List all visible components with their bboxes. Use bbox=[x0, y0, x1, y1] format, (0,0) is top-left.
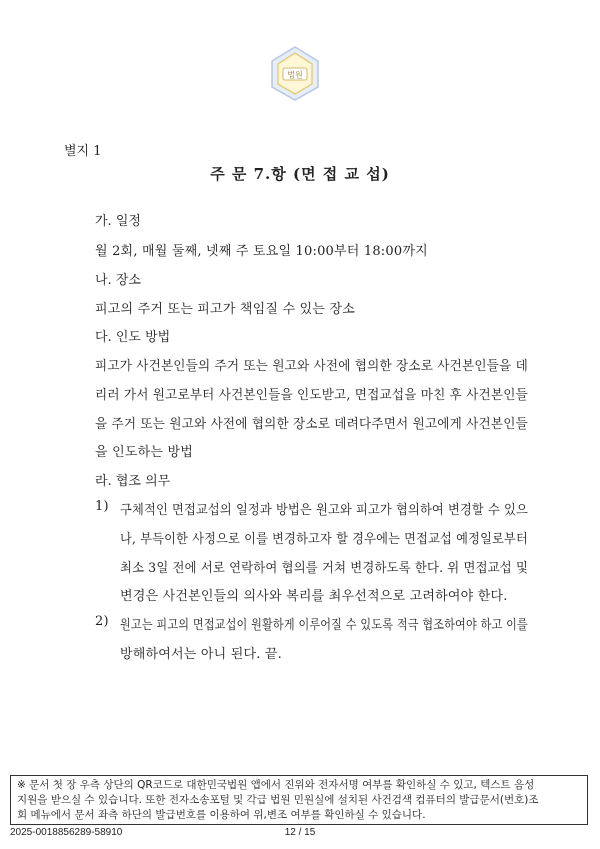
notice-line: 회 메뉴에서 문서 좌측 하단의 발급번호를 이용하여 위,변조 여부를 확인하실 수 있습니다. bbox=[17, 809, 426, 821]
handover-line: 피고가 사건본인들의 주거 또는 원고와 사전에 협의한 장소로 사건본인들을 데 bbox=[95, 359, 528, 374]
item-number: 2) bbox=[95, 614, 109, 629]
place-line: 피고의 주거 또는 피고가 책임질 수 있는 장소 bbox=[95, 302, 355, 317]
section-heading-schedule: 가. 일정 bbox=[95, 214, 141, 229]
verification-notice bbox=[10, 775, 588, 825]
cooperation-line: 나, 부득이한 사정으로 이를 변경하고자 할 경우에는 면접교섭 예정일로부터 bbox=[120, 532, 528, 547]
cooperation-line: 방해하여서는 아니 된다. 끝. bbox=[120, 647, 282, 662]
attachment-label: 별지 1 bbox=[64, 144, 102, 159]
schedule-line: 월 2회, 매월 둘째, 넷째 주 토요일 10:00부터 18:00까지 bbox=[95, 244, 428, 259]
cooperation-line: 원고는 피고의 면접교섭이 원활하게 이루어질 수 있도록 적극 협조하여야 하고 이를 bbox=[120, 618, 528, 633]
cooperation-line: 변경은 사건본인들의 의사와 복리를 최우선적으로 고려하여야 한다. bbox=[120, 589, 508, 604]
page-number: 12 / 15 bbox=[284, 827, 316, 838]
document-title: 주 문 7.항 (면 접 교 섭) bbox=[210, 165, 390, 183]
section-heading-cooperation: 라. 협조 의무 bbox=[95, 474, 171, 489]
section-heading-place: 나. 장소 bbox=[95, 273, 141, 288]
handover-line: 을 주거 또는 원고와 사전에 협의한 장소로 데려다주면서 원고에게 사건본인들 bbox=[95, 417, 528, 432]
seal-label: 법원 bbox=[287, 70, 303, 80]
handover-line: 리러 가서 원고로부터 사건본인들을 인도받고, 면접교섭을 마친 후 사건본인들 bbox=[95, 388, 528, 403]
notice-line: ※ 문서 첫 장 우측 상단의 QR코드로 대한민국법원 앱에서 진위와 전자서명 여부를 확인하실 수 있고, 텍스트 음성 bbox=[17, 779, 535, 791]
cooperation-line: 최소 3일 전에 서로 연락하여 협의를 거쳐 변경하도록 한다. 위 면접교섭 및 bbox=[120, 561, 529, 576]
item-number: 1) bbox=[95, 499, 109, 514]
handover-line: 을 인도하는 방법 bbox=[95, 445, 193, 460]
document-number: 2025-0018856289-58910 bbox=[10, 827, 123, 838]
cooperation-line: 구체적인 면접교섭의 일정과 방법은 원고와 피고가 협의하여 변경할 수 있으 bbox=[120, 503, 528, 518]
notice-line: 지원을 받으실 수 있습니다. 또한 전자소송포털 및 각급 법원 민원실에 설치된 사건검색 컴퓨터의 발급문서(번호)조 bbox=[17, 794, 539, 806]
section-heading-handover: 다. 인도 방법 bbox=[95, 330, 171, 345]
court-seal-logo bbox=[265, 43, 325, 103]
